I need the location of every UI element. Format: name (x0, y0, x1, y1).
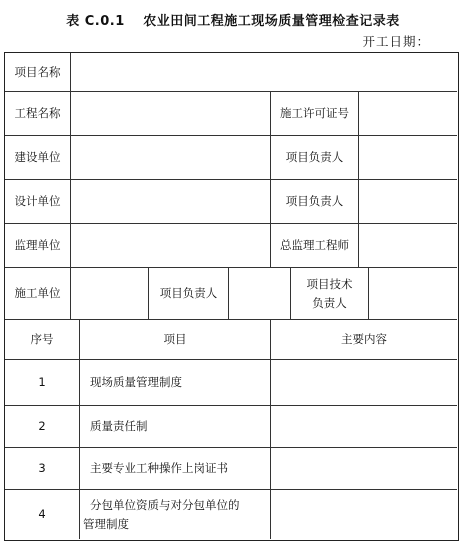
row-4-content[interactable] (271, 490, 457, 539)
row-4-item-line1: 分包单位资质与对分包单位的 (90, 498, 240, 513)
row-4-item (83, 490, 269, 539)
row-4-item-line2: 管理制度 (83, 516, 129, 531)
technical-manager-value[interactable] (369, 268, 457, 319)
builder-manager-value[interactable] (359, 136, 457, 179)
design-unit-label: 设计单位 (14, 194, 61, 209)
engineering-name-value[interactable] (71, 92, 270, 135)
row-2-item: 质量责任制 (90, 419, 148, 434)
start-date-label: 开工日期： (362, 34, 430, 49)
construction-permit-value[interactable] (359, 92, 457, 135)
builder-unit-label: 建设单位 (14, 150, 61, 165)
row-1-no: 1 (38, 375, 46, 390)
form-title: 表 C.0.1 农业田间工程施工现场质量管理检查记录表 (66, 14, 400, 29)
builder-manager-label: 项目负责人 (285, 150, 344, 165)
chief-supervisor-value[interactable] (359, 224, 457, 267)
technical-manager-label-line2: 负责人 (312, 295, 347, 310)
design-manager-label: 项目负责人 (285, 194, 344, 209)
technical-manager-label (291, 268, 368, 319)
technical-manager-label-line1: 项目技术 (306, 277, 353, 292)
contractor-manager-value[interactable] (229, 268, 290, 319)
row-4-no: 4 (38, 507, 46, 522)
engineering-name-label: 工程名称 (14, 106, 61, 121)
row-3-item: 主要专业工种操作上岗证书 (90, 461, 228, 476)
row-3-no: 3 (38, 461, 46, 476)
supervision-unit-value[interactable] (71, 224, 270, 267)
row-3-content[interactable] (271, 448, 457, 489)
column-header-no: 序号 (30, 332, 54, 347)
design-unit-value[interactable] (71, 180, 270, 223)
contractor-unit-value[interactable] (71, 268, 148, 319)
row-1-item: 现场质量管理制度 (90, 375, 182, 390)
chief-supervisor-label: 总监理工程师 (280, 238, 349, 253)
row-2-no: 2 (38, 419, 46, 434)
contractor-manager-label: 项目负责人 (159, 286, 218, 301)
row-2-content[interactable] (271, 406, 457, 447)
project-name-value[interactable] (71, 53, 457, 91)
column-header-content: 主要内容 (341, 332, 387, 347)
design-manager-value[interactable] (359, 180, 457, 223)
project-name-label: 项目名称 (14, 64, 61, 79)
supervision-unit-label: 监理单位 (14, 238, 61, 253)
construction-permit-label: 施工许可证号 (280, 106, 349, 121)
quality-check-form (4, 52, 459, 541)
column-header-item: 项目 (163, 332, 187, 347)
builder-unit-value[interactable] (71, 136, 270, 179)
row-1-content[interactable] (271, 360, 457, 405)
contractor-unit-label: 施工单位 (14, 286, 61, 301)
